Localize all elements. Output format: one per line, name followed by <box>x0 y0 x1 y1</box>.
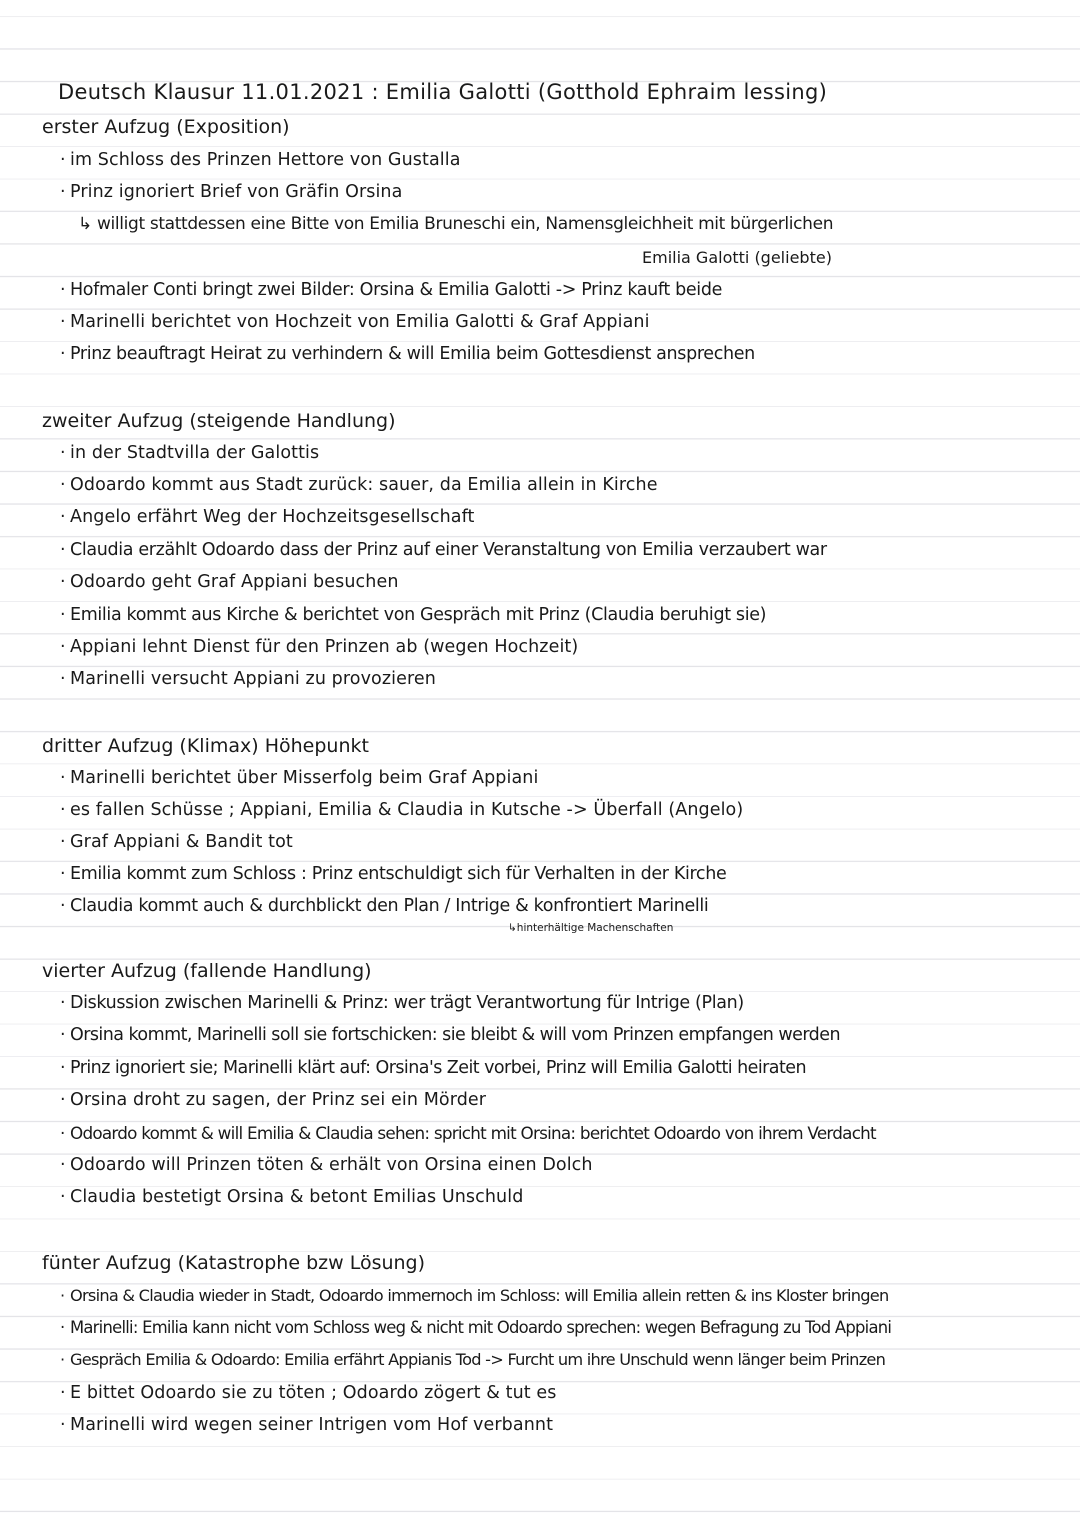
list-item <box>60 1286 889 1305</box>
list-item <box>60 993 744 1013</box>
bullet: · <box>60 768 66 788</box>
list-item <box>60 540 827 560</box>
bullet: · <box>60 605 66 625</box>
list-item <box>60 312 650 332</box>
list-item-text: Appiani lehnt Dienst für den Prinzen ab (wegen Hochzeit) <box>70 637 579 657</box>
bullet: · <box>60 1025 66 1045</box>
list-item-text: Orsina & Claudia wieder in Stadt, Odoardo immernoch im Schloss: will Emilia allein retten & ins Kloster bringen <box>70 1286 889 1305</box>
list-item-text: Claudia kommt auch & durchblickt den Plan / Intrige & konfrontiert Marinelli <box>70 896 709 916</box>
list-item-text: Orsina droht zu sagen, der Prinz sei ein Mörder <box>70 1090 487 1110</box>
bullet: · <box>60 443 66 463</box>
list-item <box>60 832 293 852</box>
list-item-text: Graf Appiani & Bandit tot <box>70 832 293 852</box>
list-item-text: Orsina kommt, Marinelli soll sie fortschicken: sie bleibt & will vom Prinzen empfangen werden <box>70 1025 840 1045</box>
list-item <box>60 1123 876 1143</box>
list-item-text: E bittet Odoardo sie zu töten ; Odoardo zögert & tut es <box>70 1383 557 1403</box>
bullet: · <box>60 540 66 560</box>
act-heading: fünter Aufzug (Katastrophe bzw Lösung) <box>42 1252 426 1274</box>
list-item <box>60 572 399 592</box>
list-item <box>60 864 726 884</box>
bullet: · <box>60 1318 65 1337</box>
list-item <box>60 1415 553 1435</box>
bullet: · <box>60 864 66 884</box>
list-item-text: Hofmaler Conti bringt zwei Bilder: Orsina & Emilia Galotti -> Prinz kauft beide <box>70 280 722 300</box>
list-item-text: Prinz ignoriert Brief von Gräfin Orsina <box>70 182 403 202</box>
bullet: · <box>60 832 66 852</box>
bullet: · <box>60 280 66 300</box>
list-item <box>60 443 319 463</box>
bullet: · <box>60 507 66 527</box>
list-item-text: Odoardo kommt aus Stadt zurück: sauer, da Emilia allein in Kirche <box>70 475 658 495</box>
bullet: · <box>60 896 66 916</box>
list-item-text: im Schloss des Prinzen Hettore von Gustalla <box>70 150 461 170</box>
arrow-icon: ↳ <box>78 214 92 234</box>
list-item-text: Marinelli berichtet über Misserfolg beim Graf Appiani <box>70 768 539 788</box>
bullet: · <box>60 637 66 657</box>
list-item-text: Marinelli berichtet von Hochzeit von Emilia Galotti & Graf Appiani <box>70 312 650 332</box>
sub-item-text: willigt stattdessen eine Bitte von Emilia Bruneschi ein, Namensgleichheit mit bürgerlichen <box>96 214 834 234</box>
list-item <box>60 1350 885 1369</box>
list-item <box>60 1383 556 1403</box>
bullet: · <box>60 1286 65 1305</box>
bullet: · <box>60 182 66 202</box>
list-item <box>60 344 755 364</box>
bullet: · <box>60 1187 66 1207</box>
list-item <box>60 280 722 300</box>
list-item-text: Claudia bestetigt Orsina & betont Emilias Unschuld <box>70 1187 524 1207</box>
list-item-text: Marinelli wird wegen seiner Intrigen vom Hof verbannt <box>70 1415 554 1435</box>
list-item-text: Claudia erzählt Odoardo dass der Prinz auf einer Veranstaltung von Emilia verzaubert war <box>70 540 827 560</box>
sub-item-continuation: Emilia Galotti (geliebte) <box>642 248 832 267</box>
list-item-text: Emilia kommt aus Kirche & berichtet von Gespräch mit Prinz (Claudia beruhigt sie) <box>70 605 767 625</box>
list-item-text: Prinz beauftragt Heirat zu verhindern & will Emilia beim Gottesdienst ansprechen <box>70 344 755 364</box>
list-item <box>60 182 402 202</box>
list-item <box>60 475 658 495</box>
list-item <box>60 637 578 657</box>
list-item <box>60 1187 523 1207</box>
act-heading: zweiter Aufzug (steigende Handlung) <box>42 410 396 432</box>
page-title: Deutsch Klausur 11.01.2021 : Emilia Galotti (Gotthold Ephraim lessing) <box>58 80 828 104</box>
list-item <box>60 896 708 916</box>
list-item <box>60 507 475 527</box>
list-item <box>60 768 538 788</box>
bullet: · <box>60 1415 66 1435</box>
bullet: · <box>60 669 66 689</box>
list-item <box>60 1058 806 1078</box>
bullet: · <box>60 1155 66 1175</box>
sub-item <box>78 214 833 234</box>
list-item-text: Odoardo geht Graf Appiani besuchen <box>70 572 399 592</box>
bullet: · <box>60 1058 66 1078</box>
bullet: · <box>60 312 66 332</box>
bullet: · <box>60 1123 65 1143</box>
act-heading: dritter Aufzug (Klimax) Höhepunkt <box>42 735 369 757</box>
bullet: · <box>60 572 66 592</box>
bullet: · <box>60 800 66 820</box>
list-item-text: Odoardo kommt & will Emilia & Claudia sehen: spricht mit Orsina: berichtet Odoardo von ihrem Verdacht <box>70 1123 876 1143</box>
list-item <box>60 669 436 689</box>
list-item-text: Emilia kommt zum Schloss : Prinz entschuldigt sich für Verhalten in der Kirche <box>70 864 727 884</box>
annotation-note: ↳hinterhältige Machenschaften <box>508 922 674 934</box>
list-item-text: Marinelli versucht Appiani zu provozieren <box>70 669 436 689</box>
list-item-text: Angelo erfährt Weg der Hochzeitsgesellschaft <box>70 507 475 527</box>
act-heading: vierter Aufzug (fallende Handlung) <box>42 960 372 982</box>
bullet: · <box>60 475 66 495</box>
list-item <box>60 605 766 625</box>
list-item-text: in der Stadtvilla der Galottis <box>70 443 320 463</box>
list-item <box>60 1090 486 1110</box>
list-item <box>60 1155 593 1175</box>
list-item <box>60 800 743 820</box>
list-item <box>60 150 461 170</box>
list-item-text: Marinelli: Emilia kann nicht vom Schloss weg & nicht mit Odoardo sprechen: wegen Befragung zu Tod Appiani <box>70 1318 892 1337</box>
list-item-text: Diskussion zwischen Marinelli & Prinz: wer trägt Verantwortung für Intrige (Plan) <box>70 993 744 1013</box>
bullet: · <box>60 993 66 1013</box>
bullet: · <box>60 150 66 170</box>
list-item <box>60 1318 891 1337</box>
bullet: · <box>60 344 66 364</box>
bullet: · <box>60 1383 66 1403</box>
list-item <box>60 1025 840 1045</box>
list-item-text: Prinz ignoriert sie; Marinelli klärt auf: Orsina's Zeit vorbei, Prinz will Emilia Galotti heiraten <box>70 1058 807 1078</box>
bullet: · <box>60 1090 66 1110</box>
bullet: · <box>60 1350 65 1369</box>
list-item-text: Gespräch Emilia & Odoardo: Emilia erfährt Appianis Tod -> Furcht um ihre Unschuld wenn länger beim Prinzen <box>70 1350 886 1369</box>
act-heading: erster Aufzug (Exposition) <box>42 116 290 138</box>
list-item-text: Odoardo will Prinzen töten & erhält von Orsina einen Dolch <box>70 1155 593 1175</box>
list-item-text: es fallen Schüsse ; Appiani, Emilia & Claudia in Kutsche -> Überfall (Angelo) <box>70 800 744 820</box>
